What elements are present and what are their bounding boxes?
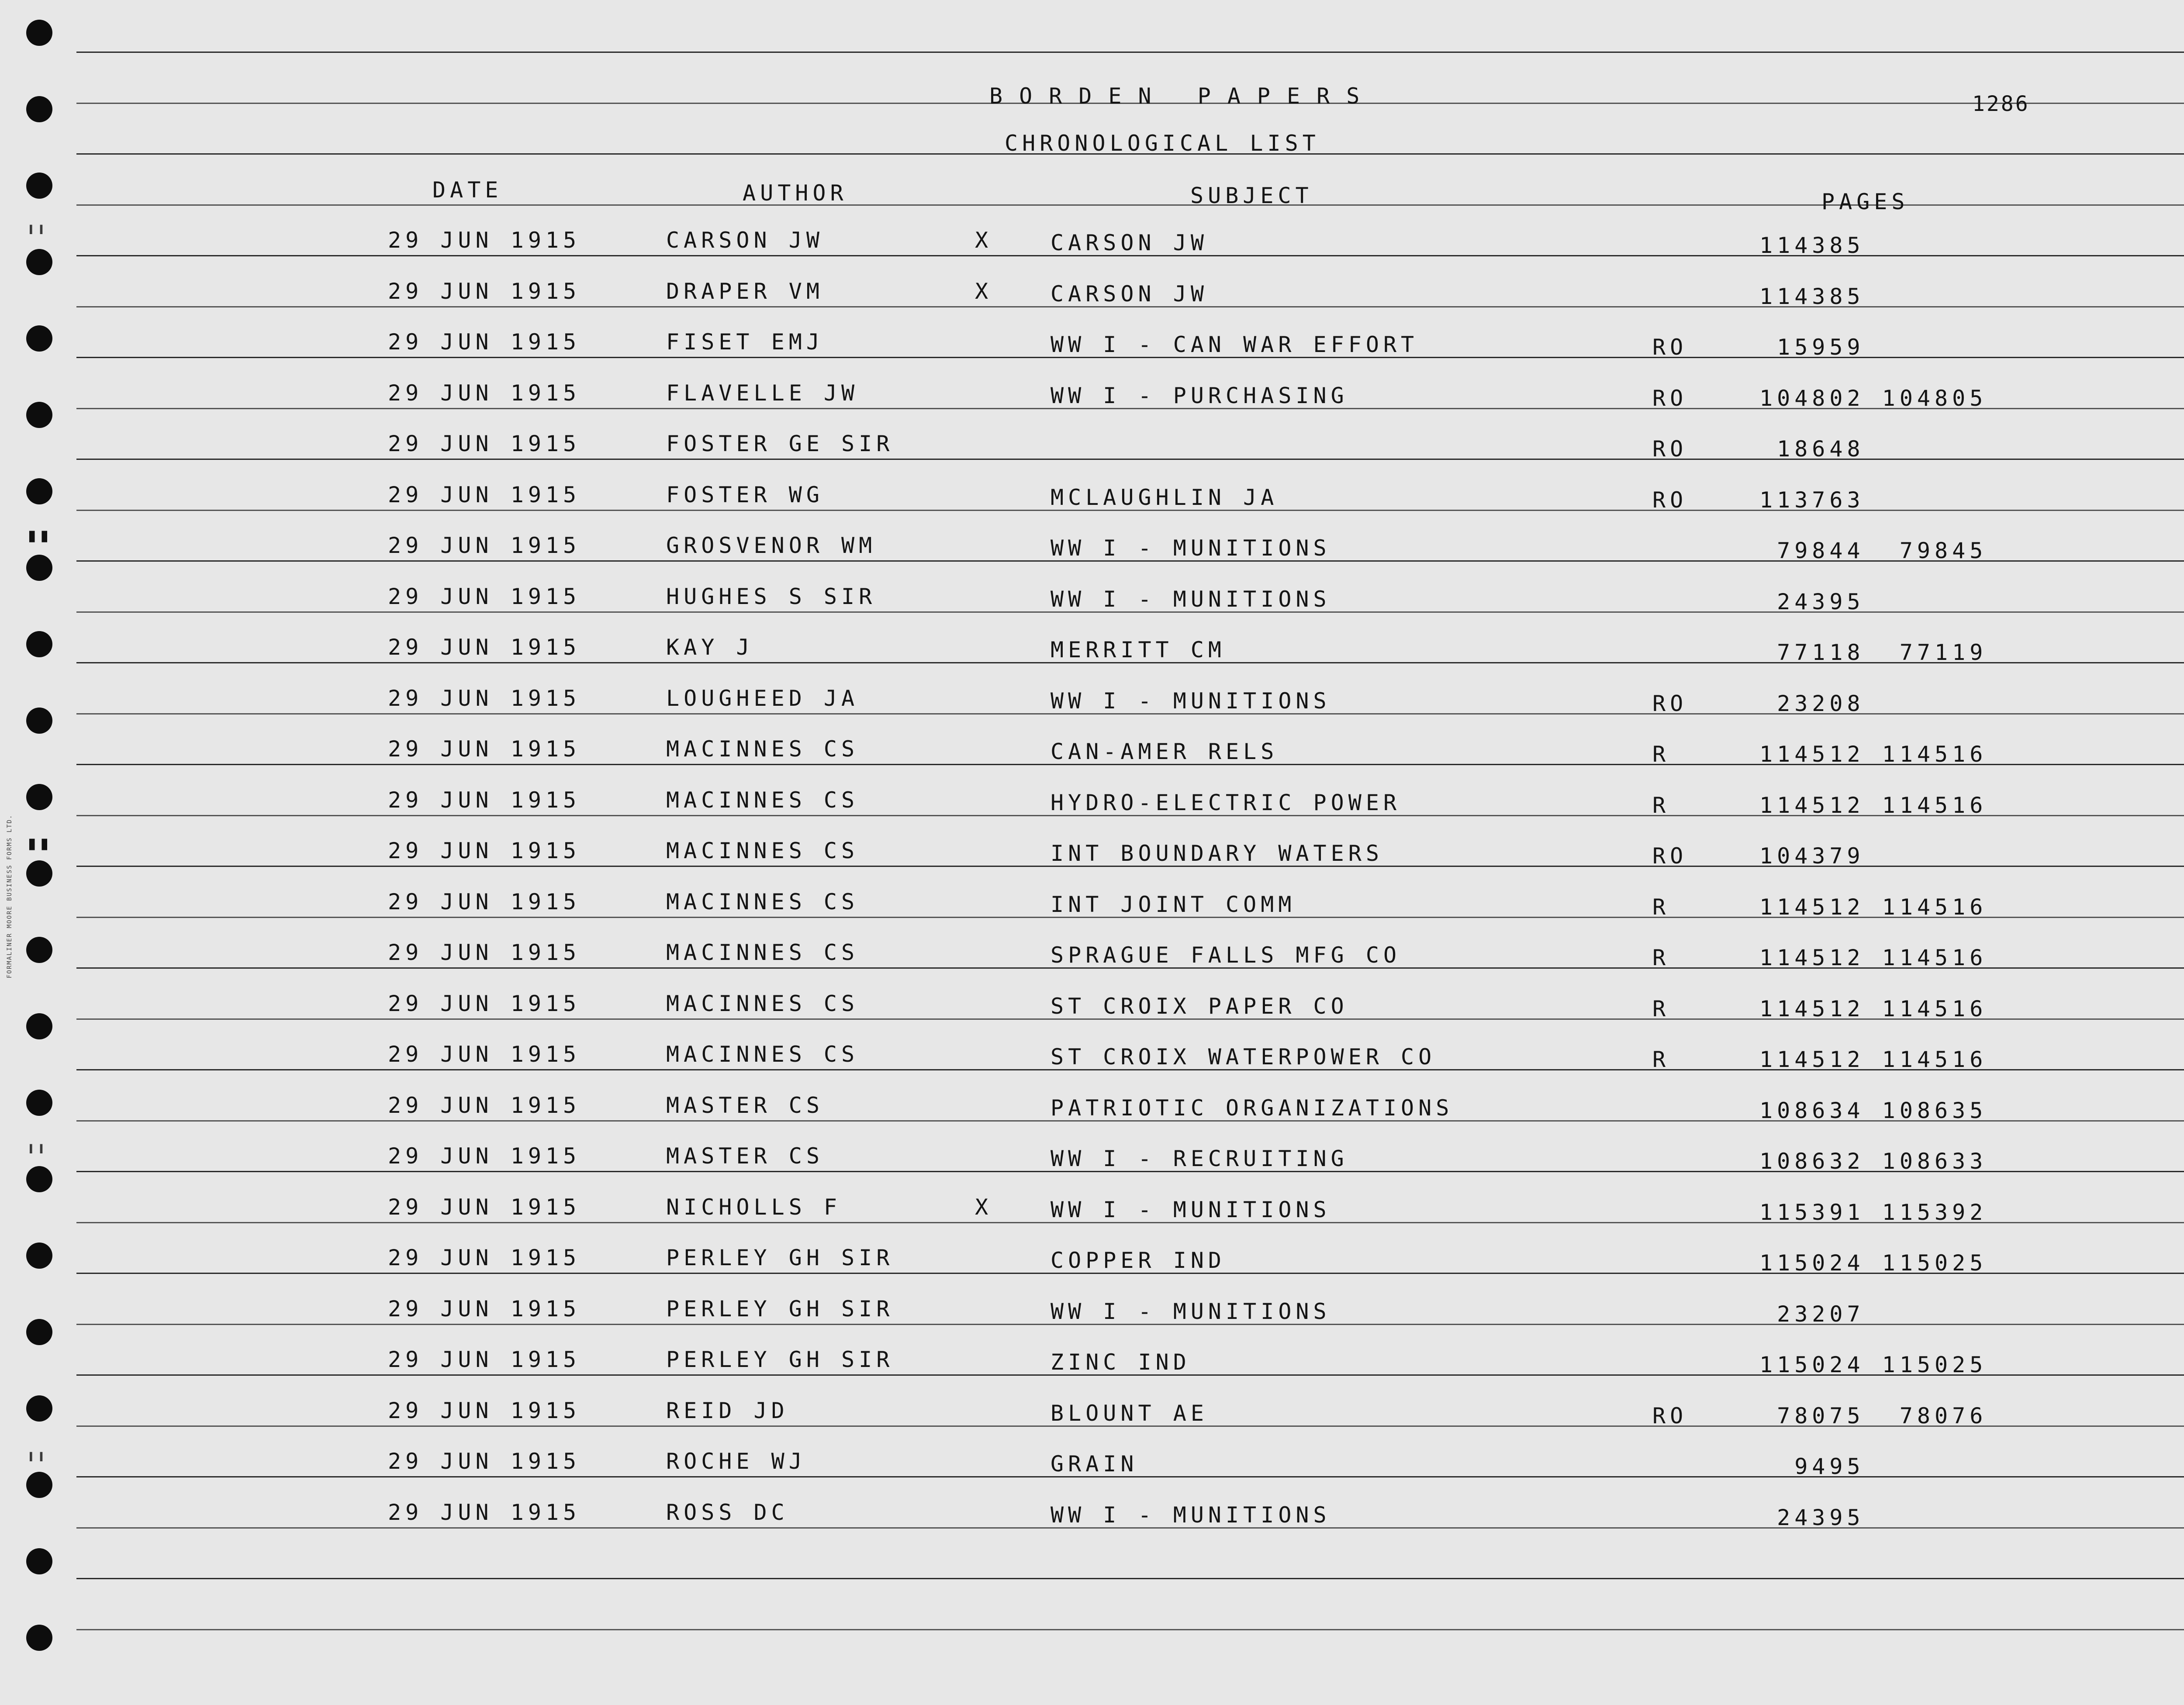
row-pages: 23207 xyxy=(1759,1301,1865,1327)
margin-tick-mark: ▮▮ xyxy=(26,524,51,546)
row-code: R xyxy=(1652,945,1670,970)
row-subject: WW I - MUNITIONS xyxy=(1051,587,1331,612)
row-subject: WW I - MUNITIONS xyxy=(1051,535,1331,561)
form-rule xyxy=(76,459,2184,460)
row-date: 29 JUN 1915 xyxy=(388,991,581,1016)
column-header-subject: SUBJECT xyxy=(1190,183,1313,208)
row-subject: ZINC IND xyxy=(1051,1350,1191,1375)
row-pages: 9495 xyxy=(1759,1454,1865,1479)
row-subject: INT BOUNDARY WATERS xyxy=(1051,841,1383,866)
row-flag: X xyxy=(975,1194,993,1220)
row-date: 29 JUN 1915 xyxy=(388,431,581,456)
form-rule xyxy=(76,1629,2184,1630)
feed-hole xyxy=(26,555,52,581)
feed-hole xyxy=(26,784,52,810)
row-author: MACINNES CS xyxy=(666,940,859,965)
row-pages: 18648 xyxy=(1759,436,1865,462)
row-date: 29 JUN 1915 xyxy=(388,940,581,965)
row-pages: 114512 114516 xyxy=(1759,996,1987,1022)
row-pages: 113763 xyxy=(1759,487,1865,513)
row-date: 29 JUN 1915 xyxy=(388,1449,581,1474)
row-subject: CARSON JW xyxy=(1051,281,1208,307)
document-title: BORDEN PAPERS xyxy=(989,83,1376,109)
row-date: 29 JUN 1915 xyxy=(388,1194,581,1220)
row-date: 29 JUN 1915 xyxy=(388,584,581,609)
row-date: 29 JUN 1915 xyxy=(388,787,581,813)
row-pages: 104379 xyxy=(1759,843,1865,869)
row-date: 29 JUN 1915 xyxy=(388,838,581,863)
row-date: 29 JUN 1915 xyxy=(388,329,581,355)
row-code: R xyxy=(1652,894,1670,920)
feed-hole xyxy=(26,860,52,887)
row-pages: 114512 114516 xyxy=(1759,945,1987,970)
feed-hole xyxy=(26,1395,52,1422)
row-author: HUGHES S SIR xyxy=(666,584,877,609)
row-date: 29 JUN 1915 xyxy=(388,380,581,406)
row-date: 29 JUN 1915 xyxy=(388,686,581,711)
row-flag: X xyxy=(975,228,993,253)
row-author: FOSTER GE SIR xyxy=(666,431,894,456)
row-pages: 108634 108635 xyxy=(1759,1098,1987,1123)
row-author: FISET EMJ xyxy=(666,329,824,355)
form-rule xyxy=(76,1578,2184,1579)
row-code: RO xyxy=(1652,691,1688,716)
feed-hole xyxy=(26,325,52,352)
margin-tick-mark: ╻╻ xyxy=(26,1443,47,1461)
row-subject: WW I - CAN WAR EFFORT xyxy=(1051,332,1419,357)
feed-hole xyxy=(26,478,52,504)
row-author: MACINNES CS xyxy=(666,1042,859,1067)
row-pages: 114512 114516 xyxy=(1759,894,1987,920)
row-author: FLAVELLE JW xyxy=(666,380,859,406)
row-pages: 104802 104805 xyxy=(1759,386,1987,411)
row-date: 29 JUN 1915 xyxy=(388,533,581,558)
row-date: 29 JUN 1915 xyxy=(388,1143,581,1169)
row-author: PERLEY GH SIR xyxy=(666,1296,894,1322)
row-subject: CAN-AMER RELS xyxy=(1051,739,1279,764)
row-subject: WW I - MUNITIONS xyxy=(1051,688,1331,714)
feed-hole xyxy=(26,708,52,734)
column-header-author: AUTHOR xyxy=(743,180,848,206)
row-author: ROCHE WJ xyxy=(666,1449,806,1474)
row-subject: CARSON JW xyxy=(1051,230,1208,255)
feed-hole xyxy=(26,1243,52,1269)
row-subject: WW I - MUNITIONS xyxy=(1051,1299,1331,1324)
row-pages: 15959 xyxy=(1759,335,1865,360)
row-author: MACINNES CS xyxy=(666,736,859,762)
row-author: REID JD xyxy=(666,1398,789,1423)
feed-hole xyxy=(26,1090,52,1116)
row-author: LOUGHEED JA xyxy=(666,686,859,711)
row-author: MASTER CS xyxy=(666,1143,824,1169)
row-date: 29 JUN 1915 xyxy=(388,1347,581,1372)
row-code: RO xyxy=(1652,386,1688,411)
feed-hole xyxy=(26,96,52,122)
row-subject: WW I - MUNITIONS xyxy=(1051,1502,1331,1528)
row-code: RO xyxy=(1652,843,1688,869)
margin-tick-mark: ▮▮ xyxy=(26,832,51,854)
row-subject: ST CROIX PAPER CO xyxy=(1051,994,1348,1019)
row-code: R xyxy=(1652,1047,1670,1072)
feed-hole xyxy=(26,1013,52,1039)
row-subject: MCLAUGHLIN JA xyxy=(1051,485,1279,510)
feed-hole xyxy=(26,1472,52,1498)
feed-hole xyxy=(26,249,52,275)
column-header-date: DATE xyxy=(432,177,503,203)
row-pages: 24395 xyxy=(1759,589,1865,614)
row-author: MACINNES CS xyxy=(666,838,859,863)
row-date: 29 JUN 1915 xyxy=(388,228,581,253)
row-author: MACINNES CS xyxy=(666,889,859,915)
row-pages: 114385 xyxy=(1759,284,1865,309)
row-author: MACINNES CS xyxy=(666,991,859,1016)
row-author: NICHOLLS F xyxy=(666,1194,842,1220)
row-date: 29 JUN 1915 xyxy=(388,635,581,660)
feed-hole xyxy=(26,937,52,963)
row-date: 29 JUN 1915 xyxy=(388,1042,581,1067)
row-author: ROSS DC xyxy=(666,1500,789,1525)
row-date: 29 JUN 1915 xyxy=(388,482,581,507)
row-flag: X xyxy=(975,279,993,304)
row-pages: 79844 79845 xyxy=(1759,538,1987,563)
row-pages: 78075 78076 xyxy=(1759,1403,1987,1429)
feed-hole xyxy=(26,1625,52,1651)
row-author: GROSVENOR WM xyxy=(666,533,877,558)
row-code: RO xyxy=(1652,1403,1688,1429)
margin-imprint: FORMALINER MOORE BUSINESS FORMS LTD. xyxy=(6,814,13,978)
row-date: 29 JUN 1915 xyxy=(388,279,581,304)
margin-tick-mark: ╻╻ xyxy=(26,1136,47,1153)
row-subject: WW I - RECRUITING xyxy=(1051,1146,1348,1171)
row-date: 29 JUN 1915 xyxy=(388,1398,581,1423)
row-author: PERLEY GH SIR xyxy=(666,1347,894,1372)
row-pages: 114512 114516 xyxy=(1759,793,1987,818)
row-subject: ST CROIX WATERPOWER CO xyxy=(1051,1044,1436,1070)
row-pages: 115391 115392 xyxy=(1759,1200,1987,1225)
row-subject: MERRITT CM xyxy=(1051,637,1226,663)
row-subject: WW I - MUNITIONS xyxy=(1051,1197,1331,1222)
margin-tick-mark: ╻╻ xyxy=(26,216,47,234)
row-date: 29 JUN 1915 xyxy=(388,1245,581,1270)
row-pages: 114512 114516 xyxy=(1759,742,1987,767)
feed-hole xyxy=(26,20,52,46)
row-subject: BLOUNT AE xyxy=(1051,1401,1208,1426)
list-subtitle: CHRONOLOGICAL LIST xyxy=(1005,131,1320,156)
row-subject: INT JOINT COMM xyxy=(1051,892,1296,917)
row-author: CARSON JW xyxy=(666,228,824,253)
row-date: 29 JUN 1915 xyxy=(388,1296,581,1322)
row-subject: GRAIN xyxy=(1051,1451,1138,1477)
row-code: R xyxy=(1652,996,1670,1022)
row-date: 29 JUN 1915 xyxy=(388,1093,581,1118)
feed-hole xyxy=(26,1166,52,1192)
feed-hole xyxy=(26,402,52,428)
form-rule xyxy=(76,52,2184,53)
row-subject: COPPER IND xyxy=(1051,1248,1226,1273)
feed-hole xyxy=(26,1548,52,1574)
row-author: DRAPER VM xyxy=(666,279,824,304)
feed-hole xyxy=(26,173,52,199)
row-author: FOSTER WG xyxy=(666,482,824,507)
row-code: RO xyxy=(1652,335,1688,360)
row-pages: 23208 xyxy=(1759,691,1865,716)
row-subject: SPRAGUE FALLS MFG CO xyxy=(1051,942,1401,968)
row-author: MACINNES CS xyxy=(666,787,859,813)
row-pages: 115024 115025 xyxy=(1759,1250,1987,1276)
row-pages: 24395 xyxy=(1759,1505,1865,1530)
feed-hole xyxy=(26,1319,52,1345)
row-author: PERLEY GH SIR xyxy=(666,1245,894,1270)
row-code: R xyxy=(1652,793,1670,818)
row-pages: 114512 114516 xyxy=(1759,1047,1987,1072)
row-subject: HYDRO-ELECTRIC POWER xyxy=(1051,790,1401,815)
row-date: 29 JUN 1915 xyxy=(388,1500,581,1525)
row-subject: PATRIOTIC ORGANIZATIONS xyxy=(1051,1095,1454,1121)
column-header-pages: PAGES xyxy=(1821,189,1909,214)
row-code: R xyxy=(1652,742,1670,767)
row-pages: 114385 xyxy=(1759,233,1865,258)
row-pages: 115024 115025 xyxy=(1759,1352,1987,1377)
feed-hole xyxy=(26,631,52,657)
row-pages: 108632 108633 xyxy=(1759,1149,1987,1174)
row-subject: WW I - PURCHASING xyxy=(1051,383,1348,408)
row-code: RO xyxy=(1652,436,1688,462)
row-author: KAY J xyxy=(666,635,754,660)
row-date: 29 JUN 1915 xyxy=(388,736,581,762)
row-code: RO xyxy=(1652,487,1688,513)
page-number: 1286 xyxy=(1972,92,2030,116)
row-date: 29 JUN 1915 xyxy=(388,889,581,915)
row-pages: 77118 77119 xyxy=(1759,640,1987,665)
row-author: MASTER CS xyxy=(666,1093,824,1118)
